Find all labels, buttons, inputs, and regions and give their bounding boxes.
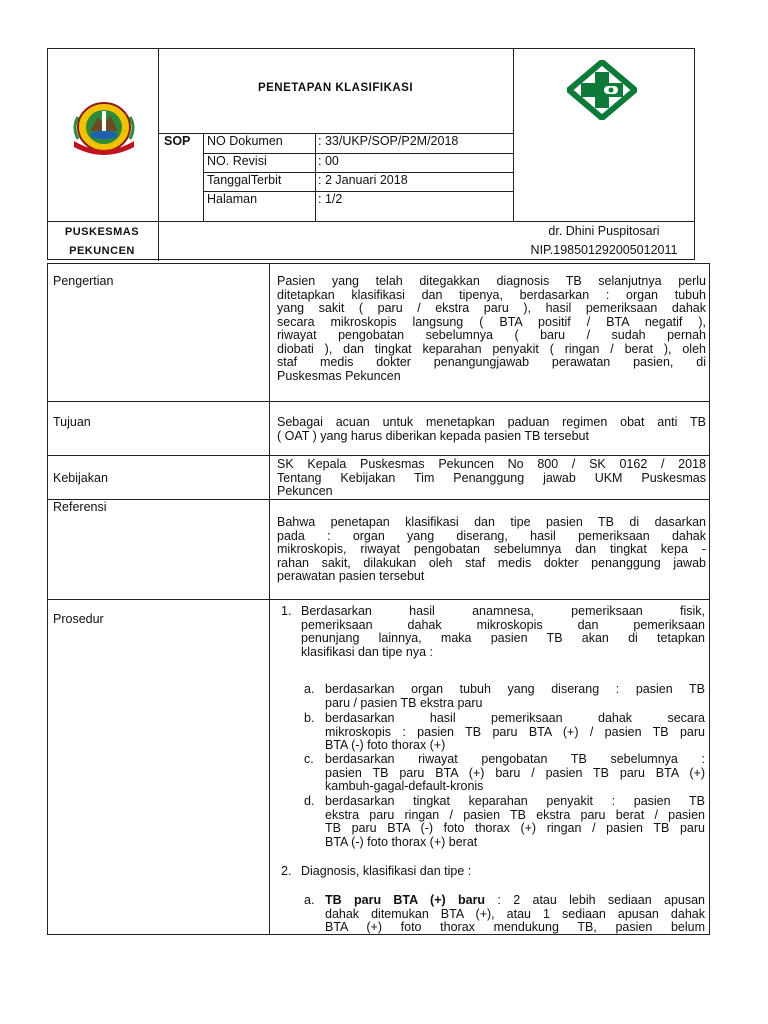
step-2a-letter: a. (304, 893, 315, 907)
section-text-tujuan (277, 416, 706, 443)
text-line: Tentang Kebijakan Tim Penanggung jawab UKM Puskesmas (277, 470, 706, 485)
term-tb-paru-bta-baru: TB paru BTA (+) baru (325, 893, 486, 907)
text-line: BTA (+) foto thorax mendukung TB, pasien belum (325, 920, 705, 934)
text-line: Berdasarkan hasil anamnesa, pemeriksaan fisik, (301, 604, 705, 618)
text-line (325, 894, 705, 908)
doc-number-value: : 33/UKP/SOP/P2M/2018 (318, 134, 459, 148)
doc-number-label: NO Dokumen (207, 134, 283, 148)
section-label-tujuan: Tujuan (53, 415, 91, 429)
text-line: pada : organ yang diserang, hasil pemeriksaan dahak (277, 528, 706, 543)
signer-block (514, 222, 694, 260)
text-line: Bahwa penetapan klasifikasi dan tipe pasien TB di dasarkan (277, 515, 706, 529)
text-line: TB paru BTA (-) foto thorax (+) ringan / pasien TB paru (325, 821, 705, 835)
regency-seal-logo (68, 97, 140, 161)
puskesmas-cross-logo (567, 60, 637, 120)
text-line: Sebagai acuan untuk menetapkan paduan regimen obat anti TB (277, 415, 706, 429)
signer-name: dr. Dhini Puspitosari (548, 224, 660, 238)
text-line: penunjang lainnya, maka pasien TB akan di tetapkan (301, 631, 705, 645)
subitem-a-letter: a. (304, 682, 315, 696)
text-line: staf medis dokter penangungjawab perawatan pasien, di (277, 355, 706, 369)
step-2a-text (325, 894, 705, 935)
subitem-a-text (325, 683, 705, 710)
section-label-pengertian: Pengertian (53, 274, 114, 288)
subitem-c-text (325, 753, 705, 794)
text-line: riwayat pengobatan sebelumnya ( baru / sudah pernah (277, 328, 706, 342)
text-line: ditetapkan klasifikasi dan tipenya, berdasarkan : organ tubuh (277, 287, 706, 302)
text-line: rahan sakit, dilakukan oleh staf medis dokter penanggung jawab (277, 555, 706, 570)
text-line: klasifikasi dan tipe nya : (301, 644, 434, 659)
text-line: Pekuncen (277, 484, 333, 498)
revision-value: : 00 (318, 154, 339, 168)
page-label: Halaman (207, 192, 258, 206)
signer-nip: NIP.198501292005012011 (530, 243, 678, 257)
org-line-1: PUSKESMAS (64, 226, 140, 238)
term-definition-start: : 2 atau lebih sediaan apusan (485, 893, 706, 907)
section-text-kebijakan (277, 458, 706, 499)
subitem-c-letter: c. (304, 752, 314, 766)
text-line: berdasarkan tingkat keparahan penyakit : pasien TB (325, 794, 705, 808)
text-line: yang sakit ( paru / ekstra paru ), hasil pemeriksaan dahak (277, 301, 706, 315)
step-1-text (301, 605, 705, 659)
step-1-number: 1. (281, 604, 292, 618)
text-line: BTA (-) foto thorax (+) (325, 738, 446, 752)
subitem-d-letter: d. (304, 794, 315, 808)
organization-name (47, 223, 157, 261)
subitem-b-text (325, 712, 705, 753)
page-value: : 1/2 (318, 192, 343, 206)
text-line: secara mikroskopis langsung ( BTA positif / BTA negatif ), (277, 314, 706, 329)
text-line: SK Kepala Puskesmas Pekuncen No 800 / SK 0162 / 2018 (277, 457, 706, 471)
section-label-kebijakan: Kebijakan (53, 471, 108, 485)
text-line: Pasien yang telah ditegakkan diagnosis TB selanjutnya perlu (277, 274, 706, 288)
text-line: ( OAT ) yang harus diberikan kepada pasien TB tersebut (277, 428, 589, 443)
text-line: kambuh-gagal-default-kronis (325, 779, 484, 793)
section-text-pengertian (277, 275, 706, 383)
text-line: Puskesmas Pekuncen (277, 368, 401, 383)
text-line: perawatan pasien tersebut (277, 569, 425, 583)
revision-label: NO. Revisi (207, 154, 267, 168)
subitem-d-text (325, 795, 705, 849)
section-label-prosedur: Prosedur (53, 612, 104, 626)
section-text-referensi (277, 516, 706, 584)
text-line: pemeriksaan dahak mikroskopis dan pemeriksaan (301, 617, 705, 632)
text-line: ekstra paru ringan / pasien TB ekstra paru berat / pasien (325, 807, 705, 822)
org-line-2: PEKUNCEN (69, 245, 135, 257)
text-line: diobati ), dan tingkat keparahan penyakit ( ringan / berat ), oleh (277, 341, 706, 356)
step-2-text: Diagnosis, klasifikasi dan tipe : (301, 864, 472, 878)
text-line: dahak ditemukan BTA (+), atau 1 sediaan apusan dahak (325, 906, 705, 921)
text-line: pasien TB paru BTA (+) baru / pasien TB paru BTA (+) (325, 765, 705, 780)
text-line: berdasarkan riwayat pengobatan TB sebelumnya : (325, 752, 705, 766)
text-line: berdasarkan hasil pemeriksaan dahak secara (325, 711, 705, 725)
section-label-referensi: Referensi (53, 500, 107, 514)
issue-date-label: TanggalTerbit (207, 173, 282, 187)
issue-date-value: : 2 Januari 2018 (318, 173, 408, 187)
text-line: mikroskopis, riwayat pengobatan sebelumnya dan tingkat kepa - (277, 542, 706, 556)
document-title: PENETAPAN KLASIFIKASI (257, 82, 414, 94)
text-line: mikroskopis : pasien TB paru BTA (+) / pasien TB paru (325, 724, 705, 739)
text-line: paru / pasien TB ekstra paru (325, 695, 483, 710)
text-line: BTA (-) foto thorax (+) berat (325, 834, 478, 849)
text-line: berdasarkan organ tubuh yang diserang : pasien TB (325, 682, 705, 696)
sop-label: SOP (164, 134, 191, 148)
subitem-b-letter: b. (304, 711, 315, 725)
step-2-number: 2. (281, 864, 292, 878)
